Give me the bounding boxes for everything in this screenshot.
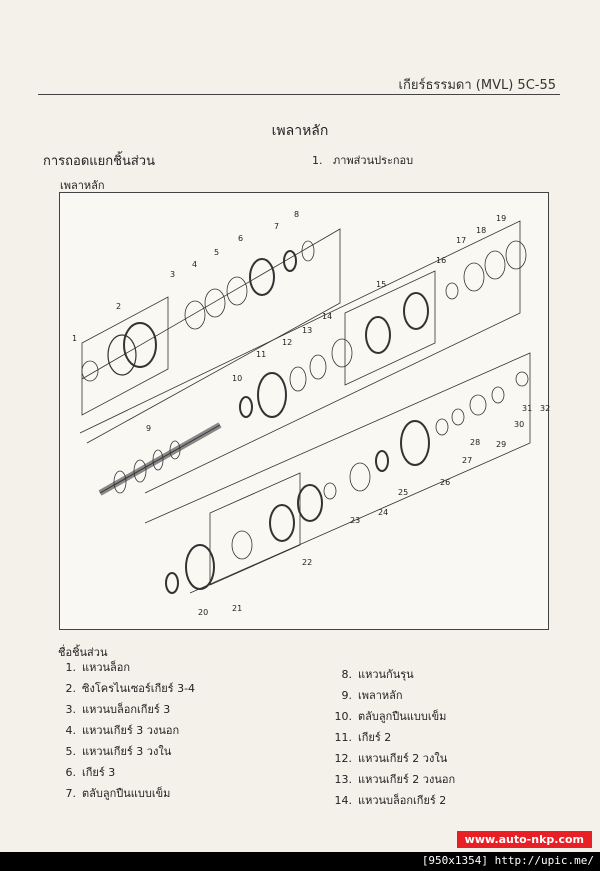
part-number: 12. [334, 752, 352, 765]
callout-number: 4 [192, 260, 198, 269]
part-name: แหวนเกียร์ 2 วงนอก [358, 773, 456, 786]
part-list-item [58, 720, 195, 741]
callout-number: 10 [232, 374, 243, 383]
callout-number: 13 [302, 326, 313, 335]
diagram-drawing [60, 193, 551, 629]
callout-number: 17 [456, 236, 467, 245]
callout-number: 19 [496, 214, 507, 223]
part-name: เกียร์ 3 [82, 766, 116, 779]
part-list-item [334, 727, 455, 748]
callout-number: 16 [436, 256, 447, 265]
callout-number: 25 [398, 488, 409, 497]
part-name: ตลับลูกปืนแบบเข็ม [358, 710, 447, 723]
part-name: เพลาหลัก [358, 689, 403, 702]
part-name: แหวนกันรุน [358, 668, 414, 681]
part-list-item [58, 699, 195, 720]
part-number: 2. [65, 682, 76, 695]
parts-list-right [334, 664, 455, 811]
callout-number: 28 [470, 438, 481, 447]
part-number: 9. [341, 689, 352, 702]
callout-number: 6 [238, 234, 244, 243]
part-list-item [58, 678, 195, 699]
callout-number: 32 [540, 404, 551, 413]
part-list-item [334, 790, 455, 811]
part-name: แหวนล็อก [82, 661, 131, 674]
section-number: 1. [312, 154, 323, 167]
callout-number: 3 [170, 270, 176, 279]
part-list-item [334, 769, 455, 790]
callout-number: 29 [496, 440, 507, 449]
part-number: 5. [65, 745, 76, 758]
callout-number: 1 [72, 334, 78, 343]
part-list-item [334, 685, 455, 706]
part-name: แหวนเกียร์ 3 วงนอก [82, 724, 180, 737]
part-number: 4. [65, 724, 76, 737]
part-number: 14. [334, 794, 352, 807]
callout-number: 11 [256, 350, 267, 359]
header-divider [38, 94, 560, 95]
part-list-item [58, 741, 195, 762]
parts-list-left [58, 657, 195, 804]
part-name: ซิงโครไนเซอร์เกียร์ 3-4 [82, 682, 196, 695]
part-number: 7. [65, 787, 76, 800]
part-list-item [58, 657, 195, 678]
callout-number: 12 [282, 338, 293, 347]
exploded-view-diagram [59, 192, 549, 630]
image-host-footer: [950x1354] http://upic.me/ [421, 854, 594, 867]
callout-number: 31 [522, 404, 533, 413]
section-label: ภาพส่วนประกอบ [333, 154, 414, 167]
callout-number: 22 [302, 558, 313, 567]
callout-number: 23 [350, 516, 361, 525]
watermark-badge[interactable]: www.auto-nkp.com [457, 831, 592, 848]
part-list-item [334, 664, 455, 685]
part-number: 10. [334, 710, 352, 723]
callout-number: 14 [322, 312, 333, 321]
part-list-item [58, 783, 195, 804]
callout-number: 8 [294, 210, 300, 219]
callout-number: 24 [378, 508, 389, 517]
part-number: 1. [65, 661, 76, 674]
part-number: 8. [341, 668, 352, 681]
part-number: 6. [65, 766, 76, 779]
section-subtitle: การถอดแยกชิ้นส่วน [43, 154, 155, 169]
callout-number: 21 [232, 604, 243, 613]
page-title: เพลาหลัก [271, 123, 329, 139]
callout-number: 26 [440, 478, 451, 487]
callout-number: 5 [214, 248, 220, 257]
part-number: 13. [334, 773, 352, 786]
part-list-item [334, 748, 455, 769]
part-name: ตลับลูกปืนแบบเข็ม [82, 787, 171, 800]
part-name: แหวนเกียร์ 2 วงใน [358, 752, 448, 765]
callout-number: 9 [146, 424, 152, 433]
parts-list-title: ชื่อชิ้นส่วน [58, 646, 108, 659]
part-list-item [334, 706, 455, 727]
part-name: แหวนบล็อกเกียร์ 2 [358, 794, 447, 807]
part-number: 3. [65, 703, 76, 716]
part-number: 11. [334, 731, 352, 744]
callout-number: 20 [198, 608, 209, 617]
callout-number: 15 [376, 280, 387, 289]
diagram-label: เพลาหลัก [60, 179, 105, 192]
callout-number: 30 [514, 420, 525, 429]
callout-number: 27 [462, 456, 473, 465]
part-name: แหวนบล็อกเกียร์ 3 [82, 703, 171, 716]
section-heading [312, 151, 413, 169]
header-title: เกียร์ธรรมดา (MVL) 5C-55 [398, 78, 556, 93]
callout-number: 18 [476, 226, 487, 235]
callout-number: 7 [274, 222, 280, 231]
part-name: แหวนเกียร์ 3 วงใน [82, 745, 172, 758]
part-list-item [58, 762, 195, 783]
callout-number: 2 [116, 302, 122, 311]
part-name: เกียร์ 2 [358, 731, 392, 744]
